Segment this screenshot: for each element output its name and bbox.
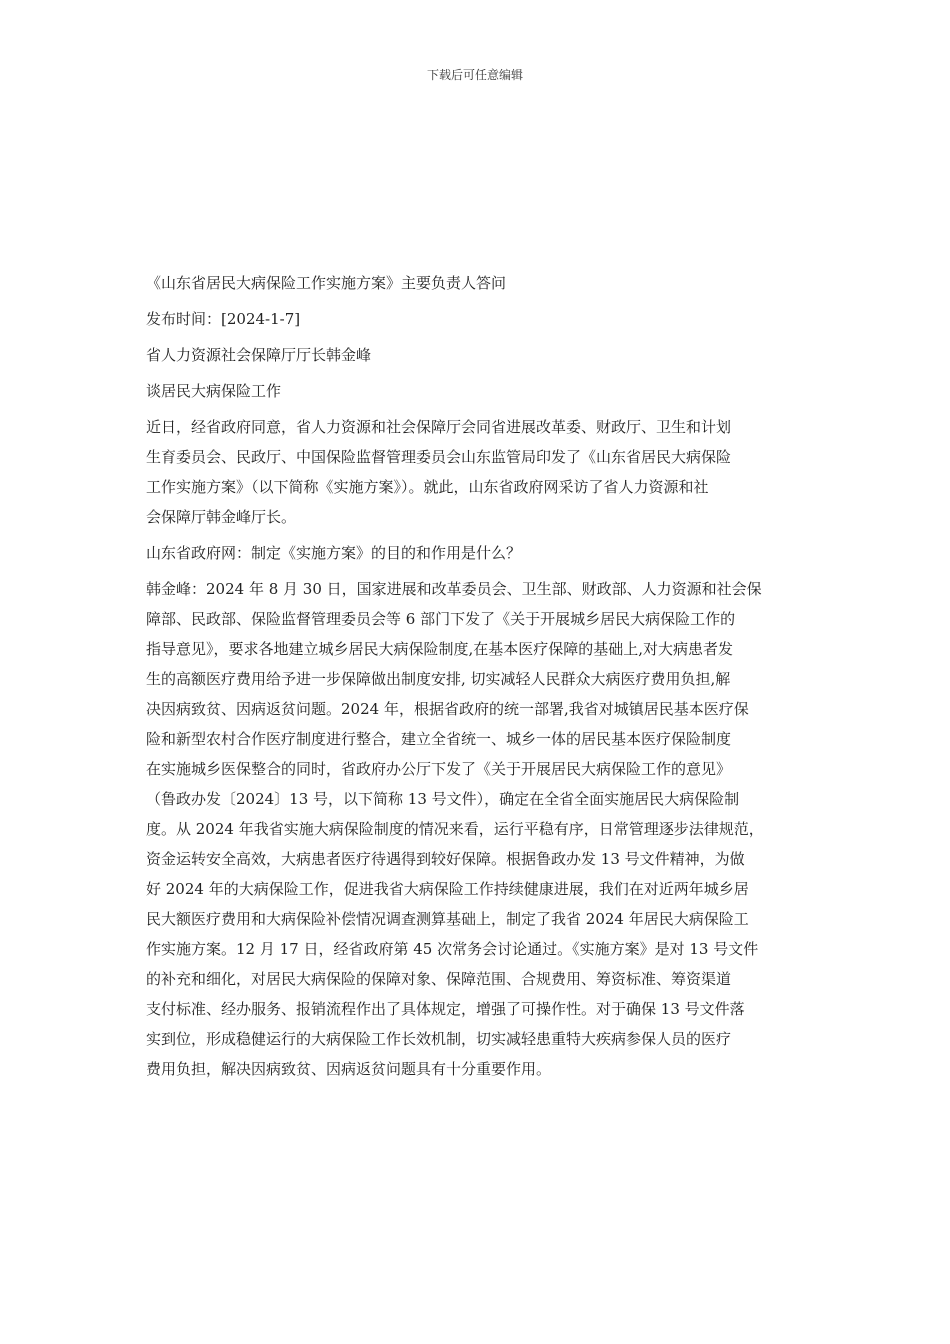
paragraph-line: 度。从 2024 年我省实施大病保险制度的情况来看，运行平稳有序，日常管理逐步法律规范，: [146, 820, 764, 838]
paragraph-line: 在实施城乡医保整合的同时，省政府办公厅下发了《关于开展居民大病保险工作的意见》: [146, 760, 732, 778]
paragraph-line: （鲁政办发〔2024〕13 号，以下简称 13 号文件），确定在全省全面实施居民大病保险制: [146, 790, 740, 808]
document-body: [146, 268, 820, 1090]
document-title: 《山东省居民大病保险工作实施方案》主要负责人答问: [146, 274, 507, 292]
subtitle-speaker: 省人力资源社会保障厅厅长韩金峰: [146, 346, 372, 364]
paragraph-line: 实到位，形成稳健运行的大病保险工作长效机制，切实减轻患重特大疾病参保人员的医疗: [146, 1030, 732, 1048]
paragraph-line: 资金运转安全高效，大病患者医疗待遇得到较好保障。根据鲁政办发 13 号文件精神，为做: [146, 850, 745, 868]
intro-paragraph: [146, 412, 820, 532]
publish-date: 发布时间：[2024-1-7]: [146, 310, 301, 328]
page-header-note: 下载后可任意编辑: [426, 68, 523, 82]
subtitle-topic: 谈居民大病保险工作: [146, 382, 282, 400]
paragraph-line: 障部、民政部、保险监督管理委员会等 6 部门下发了《关于开展城乡居民大病保险工作的: [146, 610, 736, 628]
paragraph-line: 生的高额医疗费用给予进一步保障做出制度安排, 切实减轻人民群众大病医疗费用负担,解: [146, 670, 731, 688]
paragraph-line: 生育委员会、民政厅、中国保险监督管理委员会山东监管局印发了《山东省居民大病保险: [146, 448, 732, 466]
paragraph-line: 指导意见》，要求各地建立城乡居民大病保险制度,在基本医疗保障的基础上,对大病患者发: [146, 640, 734, 658]
question-line: 山东省政府网：制定《实施方案》的目的和作用是什么？: [146, 544, 522, 562]
paragraph-line: 韩金峰：2024 年 8 月 30 日，国家进展和改革委员会、卫生部、财政部、人力资源和社会保: [146, 580, 762, 598]
paragraph-line: 决因病致贫、因病返贫问题。2024 年，根据省政府的统一部署,我省对城镇居民基本医疗保: [146, 700, 749, 718]
paragraph-line: 作实施方案。12 月 17 日，经省政府第 45 次常务会讨论通过。《实施方案》是对 13 号文件: [146, 940, 759, 958]
answer-paragraph: [146, 574, 820, 1084]
paragraph-line: 工作实施方案》（以下简称《实施方案》）。就此，山东省政府网采访了省人力资源和社: [146, 478, 709, 496]
paragraph-line: 近日，经省政府同意，省人力资源和社会保障厅会同省进展改革委、财政厅、卫生和计划: [146, 418, 732, 436]
paragraph-line: 的补充和细化，对居民大病保险的保障对象、保障范围、合规费用、筹资标准、筹资渠道: [146, 970, 732, 988]
paragraph-line: 险和新型农村合作医疗制度进行整合，建立全省统一、城乡一体的居民基本医疗保险制度: [146, 730, 732, 748]
paragraph-line: 费用负担，解决因病致贫、因病返贫问题具有十分重要作用。: [146, 1060, 552, 1078]
paragraph-line: 民大额医疗费用和大病保险补偿情况调查测算基础上，制定了我省 2024 年居民大病保险工: [146, 910, 749, 928]
paragraph-line: 支付标准、经办服务、报销流程作出了具体规定，增强了可操作性。对于确保 13 号文件落: [146, 1000, 745, 1018]
paragraph-line: 好 2024 年的大病保险工作，促进我省大病保险工作持续健康进展，我们在对近两年城乡居: [146, 880, 749, 898]
paragraph-line: 会保障厅韩金峰厅长。: [146, 508, 297, 526]
